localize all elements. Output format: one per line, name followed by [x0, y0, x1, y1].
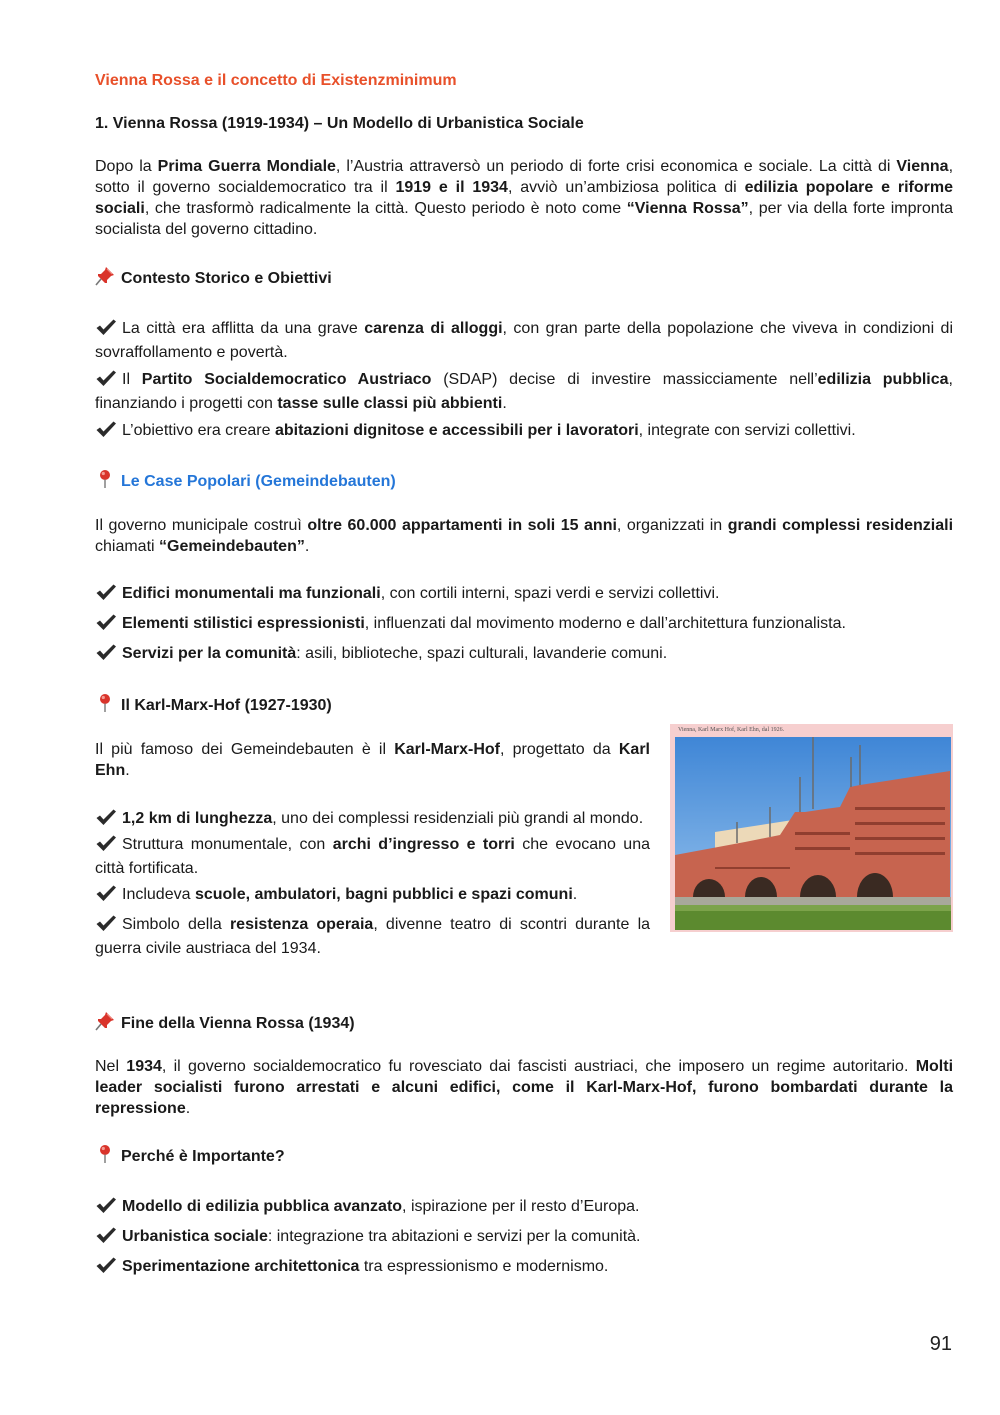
text-run: , sotto il governo socialdemocratico tra il [95, 158, 954, 196]
text-run: , ispirazione per il resto d’Europa. [402, 1198, 640, 1215]
fine-paragraph [95, 1056, 953, 1119]
text-run: Struttura monumentale, con [122, 836, 333, 853]
case-popolari-heading-label: Le Case Popolari (Gemeindebauten) [121, 473, 396, 490]
list-item [95, 1225, 953, 1249]
check-mark-icon [95, 420, 117, 438]
contesto-heading-label: Contesto Storico e Obiettivi [121, 270, 332, 287]
bold-text: Modello di edilizia pubblica avanzato [122, 1198, 403, 1215]
section-heading: 1. Vienna Rossa (1919-1934) – Un Modello di Urbanistica Sociale [95, 115, 584, 132]
text-run: L’obiettivo era creare [122, 422, 275, 439]
check-mark-icon [95, 583, 117, 601]
check-mark-icon [95, 1256, 117, 1274]
check-mark-icon [95, 884, 117, 902]
text-run: Il governo municipale costruì [95, 517, 308, 534]
round-pin-icon [95, 1144, 115, 1164]
bold-text: resistenza operaia [229, 916, 374, 933]
text-run: . [185, 1100, 191, 1117]
check-mark-icon [95, 914, 117, 932]
case-list [95, 582, 953, 666]
bold-text: Urbanistica sociale [122, 1228, 268, 1245]
check-mark-icon [95, 613, 117, 631]
photo-caption: Vienna, Karl Marx Hof, Karl Ehn, dal 1926. [678, 727, 785, 733]
text-run: : integrazione tra abitazioni e servizi per la comunità. [267, 1228, 641, 1245]
text-run: . [572, 886, 578, 903]
text-run: , finanziando i progetti con [95, 371, 953, 412]
bold-text: Sperimentazione architettonica [122, 1258, 360, 1275]
bold-text: Servizi per la comunità [122, 645, 297, 662]
text-run: , divenne teatro di scontri durante la guerra civile austriaca del 1934. [95, 916, 651, 957]
text-run: . [502, 395, 507, 412]
list-item [95, 1195, 953, 1219]
check-mark-icon [95, 369, 117, 387]
bold-text: grandi complessi residenziali [727, 517, 954, 534]
text-run: , per via della forte impronta socialista del governo cittadino. [95, 200, 953, 238]
bold-text: 1,2 km di lunghezza [122, 810, 273, 827]
bold-text: Elementi stilistici espressionisti [122, 615, 365, 632]
round-pin-icon [95, 469, 115, 489]
bold-text: carenza di alloggi [364, 320, 503, 337]
check-mark-icon [95, 808, 117, 826]
text-run: , che trasformò radicalmente la città. Questo periodo è noto come [144, 200, 627, 217]
case-popolari-heading [95, 469, 396, 491]
round-pin-icon [95, 693, 115, 713]
bold-text: Partito Socialdemocratico Austriaco [141, 371, 432, 388]
karl-marx-hof-heading-label: Il Karl-Marx-Hof (1927-1930) [121, 697, 332, 714]
bold-text: Vienna [896, 158, 949, 175]
list-item [95, 807, 650, 831]
text-run: Nel [95, 1058, 127, 1075]
list-item [95, 913, 650, 961]
fine-heading-label: Fine della Vienna Rossa (1934) [121, 1015, 355, 1032]
text-run: che evocano una città fortificata. [95, 836, 650, 877]
text-run: , l’Austria attraversò un periodo di forte crisi economica e sociale. La città di [335, 158, 897, 175]
list-item [95, 419, 953, 443]
bold-text: Karl Ehn [95, 741, 650, 779]
perche-heading [95, 1144, 285, 1166]
list-item [95, 642, 953, 666]
bold-text: “Gemeindebauten” [159, 538, 305, 555]
bold-text: 1934 [126, 1058, 162, 1075]
list-item [95, 883, 650, 907]
bold-text: oltre 60.000 appartamenti in soli 15 anni [307, 517, 617, 534]
pushpin-icon [95, 266, 115, 286]
list-item [95, 612, 953, 636]
text-run: , integrate con servizi collettivi. [638, 422, 856, 439]
text-run: Simbolo della [122, 916, 230, 933]
text-run: : asili, biblioteche, spazi culturali, lavanderie comuni. [296, 645, 668, 662]
contesto-list [95, 317, 953, 443]
bold-text: Prima Guerra Mondiale [157, 158, 336, 175]
list-item [95, 833, 650, 881]
karl-marx-hof-heading [95, 693, 332, 715]
intro-paragraph [95, 156, 953, 240]
bold-text: scuole, ambulatori, bagni pubblici e spazi comuni [194, 886, 573, 903]
bold-text: Edifici monumentali ma funzionali [122, 585, 381, 602]
text-run: (SDAP) decise di investire massicciamente nell’ [431, 371, 818, 388]
bold-text: 1919 e il 1934 [395, 179, 508, 196]
text-run: , progettato da [500, 741, 619, 758]
text-run: , il governo socialdemocratico fu rovesciato dai fascisti austriaci, che imposero un regime autoritario. [161, 1058, 916, 1075]
fine-heading [95, 1011, 355, 1033]
text-run: tra espressionismo e modernismo. [359, 1258, 609, 1275]
perche-list [95, 1195, 953, 1279]
pushpin-icon [95, 1011, 115, 1031]
bold-text: abitazioni dignitose e accessibili per i lavoratori [274, 422, 639, 439]
bold-text: edilizia pubblica [817, 371, 949, 388]
bold-text: tasse sulle classi più abbienti [277, 395, 503, 412]
check-mark-icon [95, 834, 117, 852]
list-item [95, 582, 953, 606]
text-run: , uno dei complessi residenziali più grandi al mondo. [272, 810, 644, 827]
contesto-heading [95, 266, 332, 288]
text-run: . [304, 538, 310, 555]
check-mark-icon [95, 1196, 117, 1214]
text-run: chiamati [95, 538, 160, 555]
text-run: , influenzati dal movimento moderno e dall’architettura funzionalista. [364, 615, 846, 632]
text-run: . [125, 762, 130, 779]
text-run: , con cortili interni, spazi verdi e servizi collettivi. [380, 585, 720, 602]
perche-heading-label: Perché è Importante? [121, 1148, 285, 1165]
list-item [95, 1255, 953, 1279]
text-run: Dopo la [95, 158, 158, 175]
text-run: Il [122, 371, 142, 388]
check-mark-icon [95, 643, 117, 661]
text-run: , organizzati in [616, 517, 728, 534]
bold-text: edilizia popolare e riforme sociali [95, 179, 954, 217]
text-run: Il più famoso dei Gemeindebauten è il [95, 741, 395, 758]
building-illustration [675, 737, 951, 930]
text-run: La città era afflitta da una grave [122, 320, 365, 337]
karl-marx-hof-intro [95, 739, 650, 781]
list-item [95, 368, 953, 416]
bold-text: archi d’ingresso e torri [332, 836, 515, 853]
document-title: Vienna Rossa e il concetto di Existenzminimum [95, 72, 457, 89]
text-run: Includeva [122, 886, 195, 903]
text-run: , avviò un’ambiziosa politica di [507, 179, 745, 196]
bold-text: “Vienna Rossa” [626, 200, 749, 217]
page-number: 91 [929, 1333, 952, 1355]
bold-text: Karl-Marx-Hof [394, 741, 501, 758]
text-run: , con gran parte della popolazione che viveva in condizioni di sovraffollamento e povertà. [95, 320, 954, 361]
check-mark-icon [95, 318, 117, 336]
karl-marx-hof-list [95, 807, 650, 961]
case-intro-paragraph [95, 515, 953, 557]
check-mark-icon [95, 1226, 117, 1244]
bold-text: Molti leader socialisti furono arrestati e alcuni edifici, come il Karl-Marx-Hof, furono bombardati durante la repressione [95, 1058, 954, 1117]
list-item [95, 317, 953, 365]
